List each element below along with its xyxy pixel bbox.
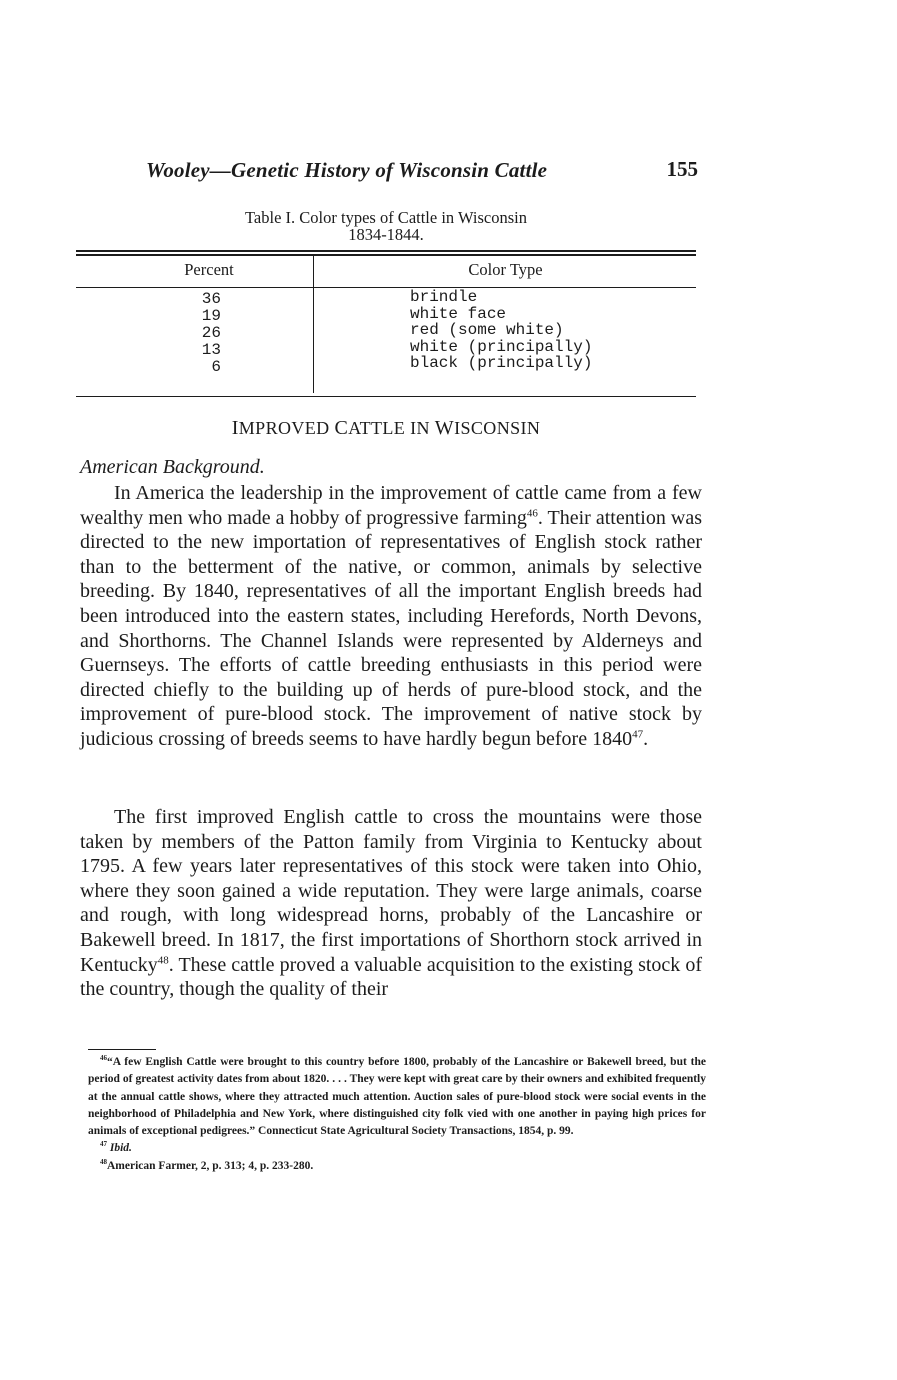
footnote-mark: 48 bbox=[100, 1157, 107, 1166]
table-bottom-rule bbox=[76, 396, 696, 397]
page-number: 155 bbox=[666, 157, 698, 181]
footnote-ref: 46 bbox=[526, 506, 538, 519]
table-cell-color: brindle bbox=[410, 288, 478, 306]
footnote-ref: 48 bbox=[157, 953, 169, 966]
footnote-47 bbox=[88, 1140, 706, 1157]
table-cell-percent: 36 bbox=[201, 290, 221, 308]
footnote-mark: 47 bbox=[100, 1140, 107, 1149]
table-cell-color: black (principally) bbox=[410, 354, 593, 372]
subheading: American Background. bbox=[80, 456, 265, 478]
table-cell-percent: 6 bbox=[211, 358, 221, 376]
footnote-mark: 46 bbox=[100, 1054, 107, 1063]
table-cell-color: red (some white) bbox=[410, 321, 564, 339]
heading-text: MPROVED bbox=[238, 418, 335, 438]
footnote-text: “A few English Cattle were brought to this country before 1800, probably of the Lancashire or Bakewell breed, but the period of greatest activity dates from about 1820. . . . They were kept with great care by their owners and exhibited frequently at the annual cattle shows, where they attracted much attention. Auction sales of pure-blood stock were social events in the neighborhood of Philadelphia and New York, where distinguished city folk vied with one another in paying high prices for animals of exceptional pedigrees.” Connecticut State Agricultural Society Transactions, 1854, p. 99. bbox=[88, 1056, 706, 1138]
section-heading bbox=[76, 417, 696, 440]
table-caption-years: 1834-1844. bbox=[348, 225, 424, 244]
table-cell-percent: 19 bbox=[201, 307, 221, 325]
table-header-rule bbox=[76, 287, 696, 288]
table-cell-percent: 26 bbox=[201, 324, 221, 342]
table-cell-color: white (principally) bbox=[410, 338, 593, 356]
table-top-rule bbox=[76, 250, 696, 252]
footnote-ref: 47 bbox=[632, 728, 644, 741]
footnote-rule bbox=[88, 1049, 156, 1050]
footnote-46 bbox=[88, 1054, 706, 1140]
running-head bbox=[146, 158, 698, 188]
paragraph-text: . These cattle proved a valuable acquisition to the existing stock of the country, though the quality of their bbox=[80, 953, 702, 1001]
table-top-rule-inner bbox=[76, 254, 696, 256]
footnotes bbox=[88, 1054, 706, 1175]
paragraph-text: . Their attention was directed to the new importation of representatives of English stock rather than to the betterment of the native, or common, animals by selective breeding. By 1840, representatives of all the important English breeds had been introduced into the eastern states, including Herefords, North Devons, and Shorthorns. The Channel Islands were represented by Alderneys and Guernseys. The efforts of cattle breeding enthusiasts in this period were directed chiefly to the building up of herds of pure-blood stock, and the improvement of pure-blood stock. The improvement of native stock by judicious crossing of breeds seems to have hardly begun before 1840 bbox=[80, 506, 702, 750]
footnote-48 bbox=[88, 1158, 706, 1175]
heading-text: ATTLE IN bbox=[348, 418, 435, 438]
table-caption bbox=[76, 209, 696, 243]
paragraph-american-background bbox=[80, 481, 702, 752]
footnote-text: Ibid. bbox=[109, 1142, 132, 1155]
table-header-color-type: Color Type bbox=[468, 260, 543, 279]
paragraph-text: . bbox=[643, 727, 649, 750]
footnote-text: American Farmer, 2, p. 313; 4, p. 233-280. bbox=[107, 1159, 314, 1172]
heading-text: ISCONSIN bbox=[454, 418, 541, 438]
table-cell-percent: 13 bbox=[201, 341, 221, 359]
paragraph-first-improved-cattle bbox=[80, 805, 702, 1002]
heading-initial: W bbox=[434, 417, 455, 439]
table-header-percent: Percent bbox=[184, 260, 234, 279]
table-caption-title: Table I. Color types of Cattle in Wisconsin bbox=[245, 208, 527, 227]
paragraph-text: The first improved English cattle to cross the mountains were those taken by members of the Patton family from Virginia to Kentucky about 1795. A few years later representatives of this stock were taken into Ohio, where they soon gained a wide reputation. They were large animals, coarse and rough, with long widespread horns, probably of the Lancashire or Bakewell breed. In 1817, the first importations of Shorthorn stock arrived in Kentucky bbox=[80, 806, 702, 976]
heading-initial: C bbox=[334, 417, 349, 439]
running-title: Wooley—Genetic History of Wisconsin Cattle bbox=[146, 158, 548, 182]
heading-initial: I bbox=[231, 417, 239, 439]
paragraph-text: In America the leadership in the improvement of cattle came from a few wealthy men who made a hobby of progressive farming bbox=[80, 482, 702, 529]
table-cell-color: white face bbox=[410, 305, 507, 323]
table-column-divider bbox=[313, 256, 314, 393]
